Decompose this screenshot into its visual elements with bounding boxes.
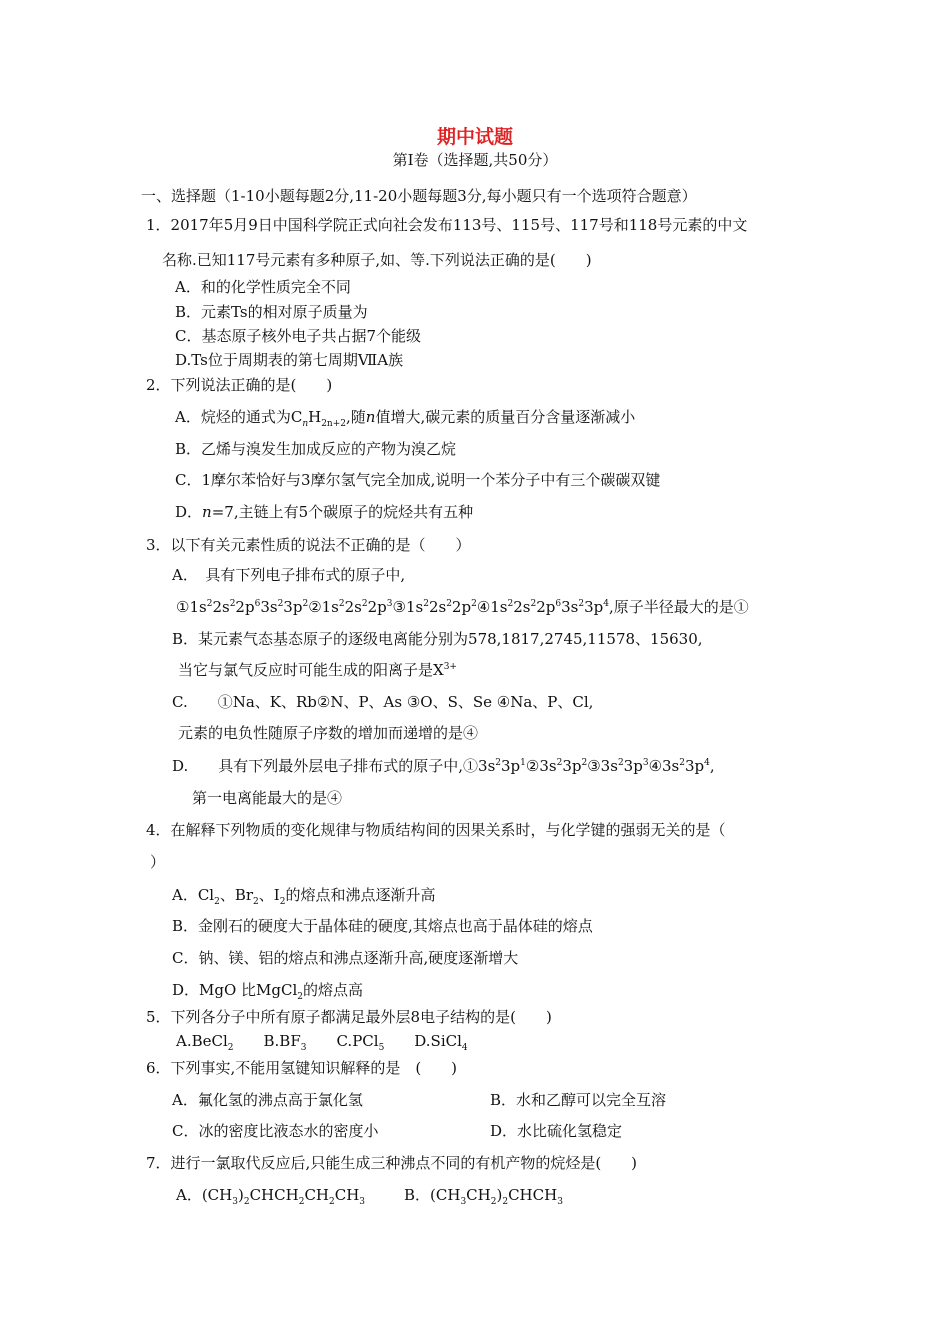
- formula-text: 2p: [536, 598, 556, 616]
- q3-stem: 3．以下有关元素性质的说法不正确的是（ ）: [146, 536, 471, 554]
- q2-option-d: [175, 502, 473, 522]
- q4-stem-line2: ）: [150, 853, 166, 871]
- formula-text: CHCH: [249, 1186, 299, 1204]
- q2-a-text4: 值增大,碳元素的质量百分含量逐渐减小: [375, 408, 636, 426]
- q4-option-a: [172, 885, 435, 905]
- section-heading: 一、选择题（1-10小题每题2分,11-20小题每题3分,每小题只有一个选项符合题意）: [141, 187, 697, 205]
- q1-option-b: B．元素Ts的相对原子质量为: [175, 303, 368, 321]
- q1-option-a: A．和的化学性质完全不同: [175, 278, 351, 296]
- formula-sup: 6: [254, 599, 261, 609]
- formula-text: ,原子半径最大的是①: [609, 598, 749, 616]
- formula-text: A．(CH: [176, 1186, 233, 1204]
- q7-option-b: [404, 1185, 563, 1205]
- formula-sup: 1: [520, 758, 526, 768]
- formula-sub: 2: [502, 1197, 509, 1207]
- formula-sub: 2: [329, 1197, 335, 1207]
- formula-text: ③1s: [392, 598, 424, 616]
- formula-text: 2p: [235, 598, 255, 616]
- formula-sup: 2: [361, 599, 368, 609]
- q3-b-sup: 3+: [443, 662, 457, 672]
- formula-text: 2p: [367, 598, 387, 616]
- formula-sup: 2: [423, 599, 429, 609]
- q2-option-a: [175, 407, 635, 427]
- formula-text: B.BF: [233, 1032, 301, 1050]
- q3-option-d-line2: 第一电离能最大的是④: [192, 789, 343, 807]
- formula-text: 3s: [561, 598, 579, 616]
- formula-text: 2s: [428, 598, 447, 616]
- formula-text: 3s: [260, 598, 278, 616]
- formula-text: ①1s: [176, 598, 207, 616]
- formula-sub: 2: [253, 897, 259, 907]
- q3-option-a-line1: A． 具有下列电子排布式的原子中,: [172, 566, 406, 584]
- formula-text: CH: [304, 1186, 329, 1204]
- q5-stem: 5．下列各分子中所有原子都满足最外层8电子结构的是( ): [146, 1008, 552, 1026]
- formula-text: ): [237, 1186, 244, 1204]
- formula-text: CHCH: [508, 1186, 558, 1204]
- q3-b-text: 当它与氯气反应时可能生成的阳离子是X: [178, 661, 444, 679]
- q2-stem: 2．下列说法正确的是( ): [146, 376, 333, 394]
- formula-text: ): [496, 1186, 503, 1204]
- formula-sup: 2: [507, 599, 514, 609]
- q5-options: [176, 1031, 468, 1051]
- formula-sup: 4: [603, 599, 609, 609]
- formula-sup: 2: [206, 599, 213, 609]
- formula-sub: 2: [298, 1197, 305, 1207]
- q2-a-sub-2n2: 2n+2: [321, 419, 346, 429]
- q4-option-c: C．钠、镁、铝的熔点和沸点逐渐升高,硬度逐渐增大: [172, 949, 519, 967]
- q6-stem: 6．下列事实,不能用氢键知识解释的是 ( ): [146, 1059, 458, 1077]
- formula-text: ,: [709, 757, 715, 775]
- formula-text: 3p: [623, 757, 643, 775]
- formula-text: 2s: [513, 598, 531, 616]
- formula-text: 3p: [562, 757, 582, 775]
- formula-text: ③3s: [587, 757, 618, 775]
- formula-sub: 2: [490, 1197, 497, 1207]
- q2-option-c: C．1摩尔苯恰好与3摩尔氢气完全加成,说明一个苯分子中有三个碳碳双键: [175, 471, 661, 489]
- formula-sub: 2: [214, 897, 220, 907]
- formula-text: D.SiCl: [384, 1032, 462, 1050]
- formula-sup: 2: [556, 758, 563, 768]
- formula-sub: 5: [378, 1043, 385, 1053]
- formula-sup: 2: [338, 599, 345, 609]
- q4-option-d: [172, 980, 363, 1000]
- formula-text: 、Br: [219, 886, 254, 904]
- formula-text: 3p: [584, 598, 604, 616]
- formula-text: D. 具有下列最外层电子排布式的原子中,①3s: [172, 757, 496, 775]
- q2-a-text: A．烷烃的通式为C: [175, 408, 303, 426]
- formula-text: 2p: [451, 598, 472, 616]
- formula-sub: 4: [461, 1043, 468, 1053]
- formula-text: CH: [466, 1186, 491, 1204]
- q3-option-c-line1: C. ①Na、K、Rb②N、P、As ③O、S、Se ④Na、P、Cl,: [172, 693, 594, 711]
- q3-option-b-line2: [178, 660, 457, 680]
- q2-d-text: D．: [175, 503, 203, 521]
- formula-sub: 3: [300, 1043, 307, 1053]
- formula-text: 3p: [685, 757, 705, 775]
- formula-sub: 3: [232, 1197, 238, 1207]
- q2-a-text3: ,随: [346, 408, 366, 426]
- q2-d-n: n: [202, 503, 212, 521]
- q3-option-c-line2: 元素的电负性随原子序数的增加而递增的是④: [178, 724, 479, 742]
- formula-sub: 2: [243, 1197, 250, 1207]
- formula-text: C.PCl: [306, 1032, 379, 1050]
- q2-a-n: n: [365, 408, 376, 426]
- formula-text: 的熔点和沸点逐渐升高: [285, 886, 436, 904]
- formula-text: 的熔点高: [303, 981, 364, 999]
- formula-text: 、I: [258, 886, 280, 904]
- q7-option-a: [176, 1185, 365, 1205]
- q2-d-text2: =7,主链上有5个碳原子的烷烃共有五种: [211, 503, 474, 521]
- formula-text: ②1s: [308, 598, 339, 616]
- formula-text: 3p: [501, 757, 521, 775]
- q1-option-c: C．基态原子核外电子共占据7个能级: [175, 327, 422, 345]
- formula-sub: 3: [460, 1197, 467, 1207]
- q6-option-c: C．冰的密度比液态水的密度小: [172, 1122, 379, 1140]
- formula-text: A．Cl: [172, 886, 215, 904]
- formula-sub: 3: [359, 1197, 366, 1207]
- formula-text: 3p: [283, 598, 303, 616]
- q1-option-d: D.Ts位于周期表的第七周期ⅦA族: [175, 351, 404, 369]
- formula-sup: 2: [530, 599, 537, 609]
- formula-sub: 2: [279, 897, 286, 907]
- formula-text: CH: [334, 1186, 360, 1204]
- formula-sup: 3: [386, 599, 393, 609]
- q6-option-d: D．水比硫化氢稳定: [490, 1122, 623, 1140]
- formula-text: ②3s: [525, 757, 557, 775]
- formula-sub: 3: [557, 1197, 563, 1207]
- formula-text: A.BeCl: [176, 1032, 228, 1050]
- q6-option-a: A．氟化氢的沸点高于氯化氢: [172, 1091, 363, 1109]
- formula-text: ④1s: [476, 598, 508, 616]
- formula-text: B．(CH: [404, 1186, 461, 1204]
- formula-sup: 2: [581, 758, 588, 768]
- q4-stem-line1: 4．在解释下列物质的变化规律与物质结构间的因果关系时，与化学键的强弱无关的是（: [146, 821, 726, 839]
- paper-subtitle: 第Ⅰ卷（选择题,共50分）: [392, 151, 558, 169]
- formula-sup: 2: [617, 758, 624, 768]
- formula-text: 2s: [344, 598, 362, 616]
- formula-sup: 2: [471, 599, 477, 609]
- formula-sup: 6: [555, 599, 562, 609]
- formula-sup: 2: [679, 758, 685, 768]
- formula-sub: 2: [297, 992, 304, 1002]
- formula-sup: 2: [495, 758, 502, 768]
- q4-option-b: B．金刚石的硬度大于晶体硅的硬度,其熔点也高于晶体硅的熔点: [172, 917, 593, 935]
- q2-a-text2: H: [308, 408, 322, 426]
- q3-option-d-line1: [172, 756, 715, 776]
- formula-text: ④3s: [648, 757, 680, 775]
- formula-sup: 2: [578, 599, 585, 609]
- formula-sub: 2: [227, 1043, 234, 1053]
- formula-sup: 2: [302, 599, 309, 609]
- q1-stem-line2: 名称.已知117号元素有多种原子,如、等.下列说法正确的是( ): [162, 251, 592, 269]
- q1-stem-line1: 1．2017年5月9日中国科学院正式向社会发布113号、115号、117号和118号元素的中文: [146, 216, 748, 234]
- formula-sup: 2: [446, 599, 452, 609]
- q3-option-b-line1: B．某元素气态基态原子的逐级电离能分别为578,1817,2745,11578、15630,: [172, 630, 703, 648]
- page-title: 期中试题: [436, 126, 513, 148]
- q2-a-sub-n: n: [302, 419, 309, 429]
- q7-stem: 7．进行一氯取代反应后,只能生成三种沸点不同的有机产物的烷烃是( ): [146, 1154, 638, 1172]
- formula-sup: 2: [229, 599, 236, 609]
- formula-sup: 2: [277, 599, 284, 609]
- formula-sup: 4: [704, 758, 710, 768]
- q6-option-b: B．水和乙醇可以完全互溶: [490, 1091, 667, 1109]
- formula-text: 2s: [212, 598, 230, 616]
- q3-option-a-line2: [176, 597, 749, 617]
- formula-text: D．MgO 比MgCl: [172, 981, 298, 999]
- q2-option-b: B．乙烯与溴发生加成反应的产物为溴乙烷: [175, 440, 457, 458]
- formula-sup: 3: [642, 758, 649, 768]
